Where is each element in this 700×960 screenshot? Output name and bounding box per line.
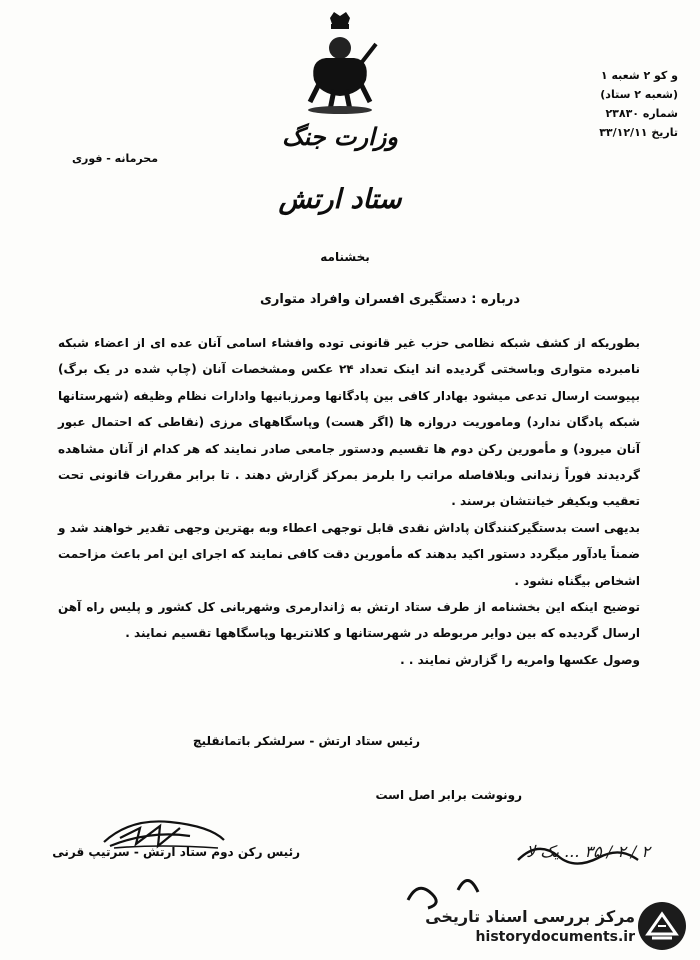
watermark-name: مرکز بررسی اسناد تاریخی bbox=[425, 907, 635, 926]
body-paragraph: بدیهی است بدستگیرکنندگان پاداش نقدی قابل توجهی اعطاء وبه بهترین وجهی تقدیر خواهند شد و ضمناً یادآور میگردد دستور اکید بدهند که مأمورین دقت کافی نمایند که اجرای این امر باعث مزاحمت اشخاص بیگناه نشود . bbox=[58, 520, 640, 588]
letterhead-ministry: وزارت جنگ bbox=[282, 122, 398, 151]
signature-main: رئیس ستاد ارتش - سرلشکر باتمانقلیچ bbox=[192, 734, 420, 748]
meta-line-4: تاریخ ۳۳/۱۲/۱۱ bbox=[599, 126, 678, 139]
body-paragraph: توضیح اینکه این بخشنامه از طرف ستاد ارتش به ژاندارمری وشهربانی کل کشور و پلیس راه آهن ارسال گردیده که بین دوایر مربوطه در شهرستانها و کلانتریها وپاسگاهها تقسیم نمایند . bbox=[58, 600, 640, 641]
signature-second: رئیس رکن دوم ستاد ارتش - سرتیپ قرنی bbox=[52, 845, 300, 859]
archive-logo-icon bbox=[636, 900, 688, 952]
document-meta bbox=[528, 66, 678, 142]
copy-certified: رونوشت برابر اصل است bbox=[375, 788, 522, 802]
meta-line-2: (شعبه ۲ ستاد) bbox=[600, 88, 678, 101]
letterhead-staff: ستاد ارتش bbox=[278, 184, 402, 215]
meta-line-1: و کو ۲ شعبه ۱ bbox=[600, 69, 678, 82]
handwritten-note: ۲ / ۲ / ۳۵ ... یک لا bbox=[526, 842, 650, 861]
meta-line-3: شماره ۲۳۸۳۰ bbox=[605, 107, 678, 120]
document-type: بخشنامه bbox=[320, 250, 370, 264]
crest-emblem-icon bbox=[300, 10, 380, 115]
body-paragraph: وصول عکسها وامریه را گزارش نمایند . . bbox=[400, 652, 640, 667]
watermark-url: historydocuments.ir bbox=[475, 929, 635, 945]
document-body bbox=[58, 330, 640, 673]
classification-label: محرمانه - فوری bbox=[71, 152, 158, 165]
body-paragraph: بطوریکه از کشف شبکه نظامی حزب غیر قانونی توده وافشاء اسامی آنان عده ای از اعضاء شبکه نامبرده متواری وباسختی گردیده اند اینک تعداد ۲۴ عکس ومشخصات آنان (چاپ شده در یک برگ) بپیوست ارسال تدعی میشود بهادار کافی بین پادگانها ومرزبانیها وادارات نظام وظیفه (شهرستانها شبکه پادگان ندارد) وماموریت دروازه ها (اگر هست) وپاسگاههای مرزی (نقاطی که احتمال عبور آنان میرود) و مأمورین رکن دوم ها تقسیم ودستور جامعی صادر نمایند که هر کدام از آنان مشاهده گردیدند فوراً زندانی وبلافاصله مراتب را بلرمز بمرکز گزارش دهند . تا برابر مقررات قانونی تحت تعقیب وبکیفر خیانتشان برسند . bbox=[58, 336, 640, 509]
subject-line: درباره : دستگیری افسران وافراد متواری bbox=[260, 292, 520, 307]
